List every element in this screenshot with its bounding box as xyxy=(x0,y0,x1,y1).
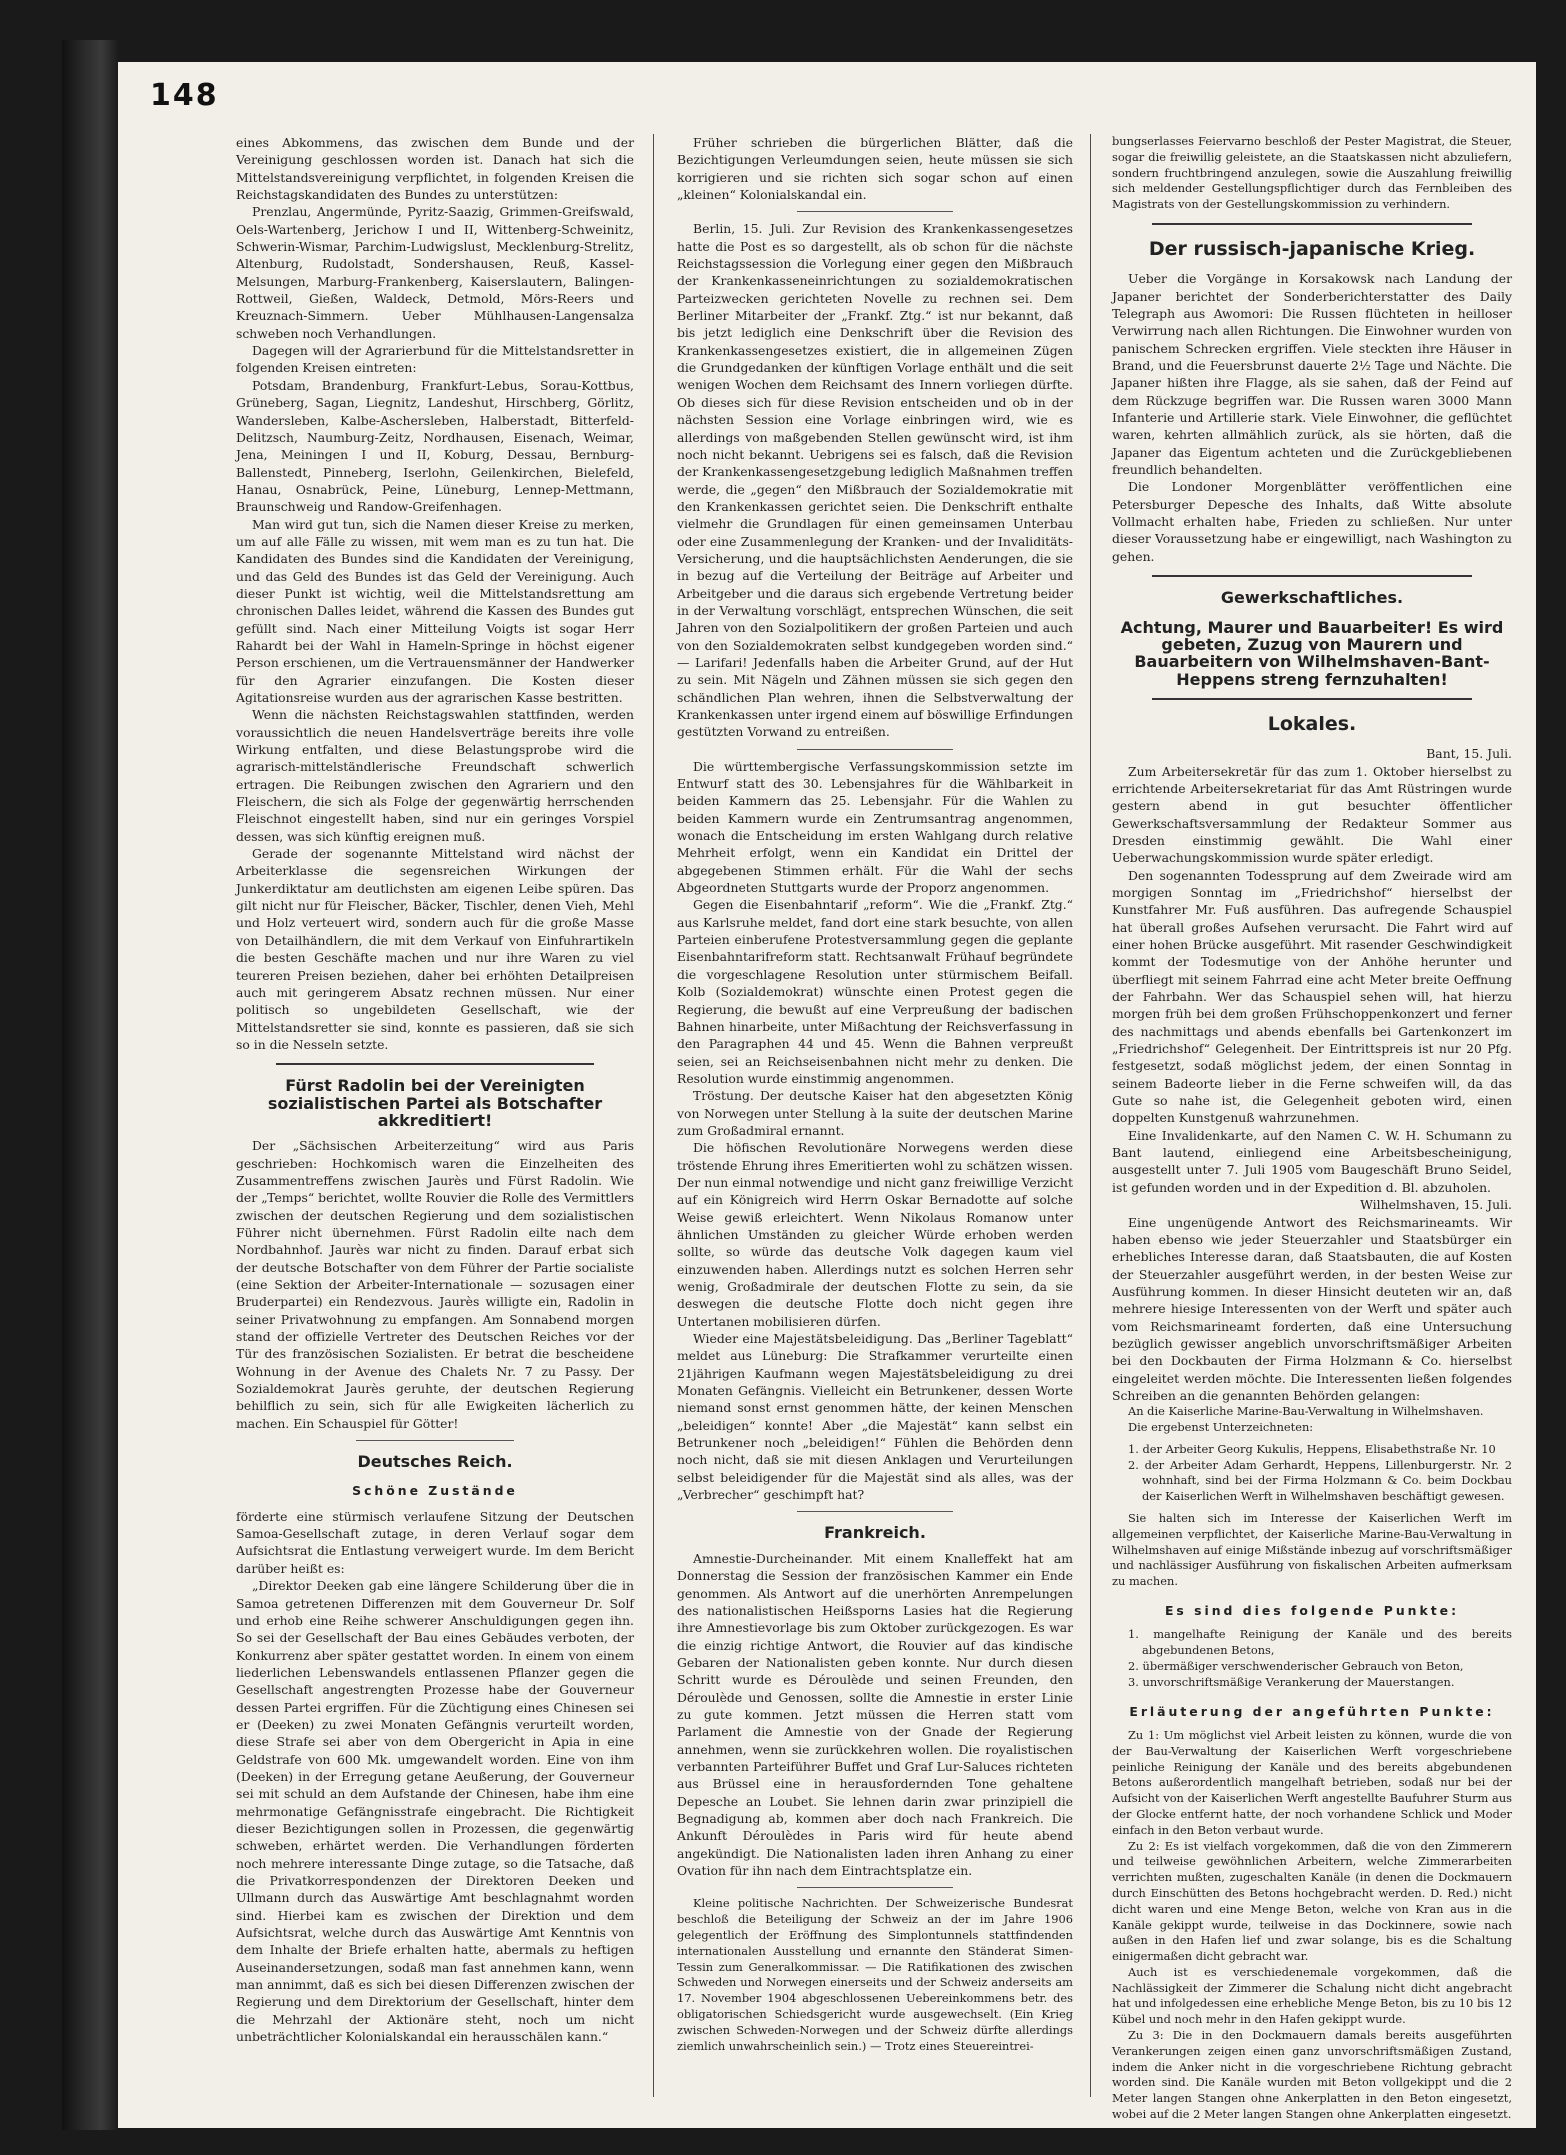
column-rule xyxy=(1090,134,1091,2097)
article-paragraph: „Direktor Deeken gab eine längere Schilderung über die in Samoa getretenen Differenzen mit dem Gouverneur Dr. Solf und erhob eine Reihe schwerer Anschuldigungen gegen ihn. So sei der Gesellschaft der Bau eines Gebäudes verboten, der Konkurrenz aber später gestattet worden. In einem von einem liederlichen Lebenswandels entlassenen Pflanzer gegen die Gesellschaft angestrengten Prozesse habe der Gouverneur dessen Partei ergriffen. Für die Züchtigung eines Chinesen sei er (Deeken) zu zwei Monaten Gefängnis verurteilt worden, diese Strafe sei aber von dem Obergericht in Apia in eine Geldstrafe von 600 Mk. umgewandelt worden. Eine von ihm (Deeken) in der Erregung getane Aeußerung, der Gouverneur sei mit schuld an dem Aufstande der Chinesen, habe ihm eine mehrmonatige Gefängnisstrafe eingebracht. Die Richtigkeit dieser Bezichtigungen sollen in Prozessen, die gegenwärtig schweben, erhärtet werden. Die Verhandlungen förderten noch mehrere interessante Dinge zutage, so die Tatsache, daß die Privatkorrespondenzen der Direktoren Deeken und Ullmann durch das Auswärtige Amt beschlagnahmt worden sind. Hierbei kam es zwischen der Direktion und dem Aufsichtsrat, welche durch das Auswärtige Amt Kenntnis von dem Inhalte der Briefe erhalten hatte, abermals zu heftigen Auseinandersetzungen, sodaß man fast annehmen kann, wenn man annimmt, daß es sich bei diesen Differenzen zwischen der Regierung und dem Direktorium der Gesellschaft, hinter dem die Mehrzahl der Aktionäre steht, noch um nicht unbeträchtlicher Kolonialskandal ein herausschälen kann.“ xyxy=(236,1578,634,2045)
article-paragraph: Wilhelmshaven, 15. Juli. xyxy=(1360,1197,1512,1213)
section-heading: Gewerkschaftliches. xyxy=(1220,588,1404,608)
section-divider xyxy=(797,1511,953,1512)
article-paragraph: Zu 1: Um möglichst viel Arbeit leisten zu können, wurde die von der Bau-Verwaltung der Kaiserlichen Werft vorgeschriebene peinliche Reinigung der Kanäle und des bereits abgebundenen Betons außerordentlich mangelhaft betrieben, sodaß nur bei der Aufsicht von der Kaiserlichen Werft angestellte Baufuhrer Sturm aus der Glocke entfernt hatte, der noch vorhandene Schlick und Moder einfach in den Beton verbaut wurde. xyxy=(1112,1727,1512,1837)
article-paragraph: Bant, 15. Juli. xyxy=(1426,746,1512,762)
article-paragraph: Gegen die Eisenbahntarif „reform“. Wie die „Frankf. Ztg.“ aus Karlsruhe meldet, fand dort eine stark besuchte, von allen Parteien einberufene Protestversammlung gegen die geplante Eisenbahntarifreform statt. Rechtsanwalt Frühauf begründete die vorgeschlagene Resolution unter stürmischem Beifall. Kolb (Sozialdemokrat) wünschte einen Protest gegen die Regierung, die bewußt auf eine Verpreußung der badischen Bahnen hinarbeite, unter Mißachtung der Reichsverfassung in den Paragraphen 44 und 45. Wenn die Bahnen verpreußt seien, sei an Reichseisenbahnen nicht mehr zu denken. Die Resolution wurde einstimmig angenommen. xyxy=(677,897,1073,1086)
list-item: 3. unvorschriftsmäßige Verankerung der Mauerstangen. xyxy=(1128,1674,1455,1689)
article-paragraph: bungserlasses Feiervarno beschloß der Pester Magistrat, die Steuer, sogar die freiwillig geleistete, an die Staatskassen nicht abzuliefern, sondern fruchtbringend anzulegen, sowie die Auszahlung freiwillig sich meldender Gestellungspflichtiger durch das Fernbleiben des Magistrats von der Gestellungskommission zu verhindern. xyxy=(1112,134,1512,212)
section-heading: Es sind dies folgende Punkte: xyxy=(1164,1603,1460,1619)
article-paragraph: Die ergebenst Unterzeichneten: xyxy=(1128,1420,1314,1435)
section-heading: Frankreich. xyxy=(824,1523,926,1543)
section-divider xyxy=(797,211,953,212)
book-binding xyxy=(62,40,118,2130)
article-paragraph: Wenn die nächsten Reichstagswahlen stattfinden, werden voraussichtlich die neuen Handelsverträge bereits ihre volle Wirkung entfalten, und diese Belastungsprobe wird die agrarisch-mittelständlerische Freundschaft schwerlich ertragen. Die Reibungen zwischen den Agrariern und den Fleischern, die sich als Folge der gegenwärtig herrschenden Fleischnot eingestellt haben, sind nur ein geringes Vorspiel dessen, was sich künftig ereignen muß. xyxy=(236,707,634,844)
article-paragraph: An die Kaiserliche Marine-Bau-Verwaltung in Wilhelmshaven. xyxy=(1128,1404,1484,1419)
article-paragraph: förderte eine stürmisch verlaufene Sitzung der Deutschen Samoa-Gesellschaft zutage, in deren Verlauf sogar dem Aufsichtsrat die Entlastung verweigert wurde. Im dem Bericht darüber heißt es: xyxy=(236,1508,634,1576)
article-paragraph: eines Abkommens, das zwischen dem Bunde und der Vereinigung geschlossen worden ist. Danach hat sich die Mittelstandsvereinigung verpflichtet, in folgenden Kreisen die Reichstagskandidaten des Bundes zu unterstützen: xyxy=(236,135,634,203)
list-item: 1. der Arbeiter Georg Kukulis, Heppens, Elisabethstraße Nr. 10 xyxy=(1128,1441,1496,1456)
section-heading: Schöne Zustände xyxy=(352,1483,518,1499)
article-paragraph: Wieder eine Majestätsbeleidigung. Das „Berliner Tageblatt“ meldet aus Lüneburg: Die Strafkammer verurteilte einen 21jährigen Kaufmann wegen Majestätsbeleidigung zu drei Monaten Gefängnis. Vielleicht ein Betrunkener, dessen Worte niemand sonst ernst genommen hätte, der keinen Menschen „beleidigen“ konnte! Aber „die Majestät“ kann selbst ein Betrunkener noch „beleidigen!“ Fühlen die Behörden denn noch nicht, daß sie mit diesen Anklagen und Verurteilungen selbst beleidigender für die Majestät sind als alles, was der „Verbrecher“ geschimpft hat? xyxy=(677,1331,1073,1503)
article-paragraph: Zu 3: Die in den Dockmauern damals bereits ausgeführten Verankerungen zeigen einen ganz unvorschriftsmäßigen Zustand, indem die Anker nicht in die vorgeschriebene Richtung gebracht worden sind. Die Kanäle wurden mit Beton vollgekippt und die 2 Meter langen Stangen ohne Ankerplatten in den Beton eingesetzt, wobei auf die 2 Meter langen Stangen ohne Ankerplatten eingesetzt. xyxy=(1112,2028,1512,2122)
column-1 xyxy=(236,134,634,2097)
section-heading: Fürst Radolin bei der Vereinigten sozialistischen Partei als Botschafter akkreditiert! xyxy=(267,1076,603,1130)
article-paragraph: Die Londoner Morgenblätter veröffentlichen eine Petersburger Depesche des Inhalts, daß Witte absolute Vollmacht erhalten habe, Frieden zu schließen. Nur unter dieser Voraussetzung habe er eingewilligt, nach Washington zu gehen. xyxy=(1112,479,1512,564)
article-paragraph: Dagegen will der Agrarierbund für die Mittelstandsretter in folgenden Kreisen eintreten: xyxy=(236,343,634,376)
article-paragraph: Zu 2: Es ist vielfach vorgekommen, daß die von den Zimmerern und teilweise gewöhnlichen Arbeitern, welche Zimmerarbeiten verrichten mußten, zugeschalten Kanäle (in denen die Dockmauern durch Einschütten des Betons hochgebracht werden. D. Red.) nicht dicht waren und eine Menge Beton, welche von Kran aus in die Kanäle gekippt wurde, teilweise in das Dockinnere, sowie nach außen in den Hafen lief und zwar solange, bis es die Schaltung einigermaßen dicht gebracht war. xyxy=(1112,1838,1512,1964)
article-paragraph: Zum Arbeitersekretär für das zum 1. Oktober hierselbst zu errichtende Arbeitersekretariat für das Amt Rüstringen wurde gestern abend in gut besuchter öffentlicher Gewerkschaftsversammlung der Redakteur Sommer aus Dresden einstimmig gewählt. Die Wahl einer Ueberwachungskommission wurde später erledigt. xyxy=(1112,763,1512,866)
list-item: 2. der Arbeiter Adam Gerhardt, Heppens, Lillenburgerstr. Nr. 2 wohnhaft, sind bei der Firma Holzmann & Co. beim Dockbau der Kaiserlichen Werft in Wilhelmshaven beschäftigt gewesen. xyxy=(1128,1457,1512,1504)
section-heading: Erläuterung der angeführten Punkte: xyxy=(1129,1703,1495,1719)
article-paragraph: Der „Sächsischen Arbeiterzeitung“ wird aus Paris geschrieben: Hochkomisch waren die Einzelheiten des Zusammentreffens zwischen Jaurès und Fürst Radolin. Wie der „Temps“ berichtet, wollte Rouvier die Rolle des Vermittlers zwischen der deutschen Regierung und dem sozialistischen Führer nicht übernehmen. Fürst Radolin eilte nach dem Nordbahnhof. Jaurès war nicht zu finden. Darauf erbat sich der deutsche Botschafter von dem Führer der Partie socialiste (eine Sektion der Arbeiter-Internationale — sozusagen einer Bruderpartei) ein Rendezvous. Jaurès willigte ein, Radolin in seiner Privatwohnung zu empfangen. Am Sonnabend morgen stand der offizielle Vertreter des Deutschen Reiches vor der Tür des französischen Sozialisten. Er betrat die bescheidene Wohnung in der Avenue des Chalets Nr. 7 zu Passy. Der Sozialdemokrat Jaurès geruhte, der deutschen Regierung behilflich zu sein, sich für alle Ewigkeiten lächerlich zu machen. Ein Schauspiel für Götter! xyxy=(236,1138,634,1431)
article-paragraph: Berlin, 15. Juli. Zur Revision des Krankenkassengesetzes hatte die Post es so dargestellt, als ob schon für die nächste Reichstagssession die Vorlegung einer gegen den Mißbrauch der Krankenkasseneinrichtungen zu sozialdemokratischen Parteizwecken gerichteten Novelle zu rechnen sei. Dem Berliner Mitarbeiter der „Frankf. Ztg.“ ist nur bekannt, daß bis jetzt lediglich eine Denkschrift über die Revision des Krankenkassengesetzes existiert, die in allgemeinen Zügen die Grundgedanken der künftigen Vorlage enthält und die seit wenigen Wochen dem Reichsamt des Innern vorliegen dürfte. Ob dieses sich für diese Revision entscheiden und ob in der nächsten Session eine Vorlage einbringen wird, wie es allerdings von maßgebenden Stellen gewünscht wird, ist ihm noch nicht bekannt. Uebrigens sei es falsch, daß die Revision der Krankenkassengesetzgebung lediglich Maßnahmen treffen werde, die „gegen“ den Mißbrauch der Sozialdemokratie mit den Krankenkassen gerichtet seien. Die Denkschrift enthalte vielmehr die Grundlagen für einen gemeinsamen Unterbau oder eine Zusammenlegung der Kranken- und der Invaliditäts-Versicherung, und die hauptsächlichsten Aenderungen, die sie in bezug auf die Verteilung der Beiträge auf Arbeiter und Arbeitgeber und die daraus sich ergebende Vertretung beider in der Verwaltung vorschlägt, entsprechen Wünschen, die seit Jahren von den Sozialpolitikern der großen Parteien und auch von den Sozialdemokraten selbst kundgegeben worden sind.“ — Larifari! Jedenfalls haben die Arbeiter Grund, auf der Hut zu sein. Mit Nägeln und Zähnen müssen sie sich gegen den schändlichen Plan wehren, ihnen die Selbstverwaltung der Krankenkassen unter irgend einem auf böswillige Erfindungen gestützten Vorwand zu entreißen. xyxy=(677,221,1073,740)
section-divider xyxy=(1152,223,1472,225)
section-heading: Der russisch-japanische Krieg. xyxy=(1148,237,1476,260)
section-divider xyxy=(797,1887,953,1888)
section-heading: Deutsches Reich. xyxy=(357,1452,513,1472)
article-paragraph: Die württembergische Verfassungskommission setzte im Entwurf statt des 30. Lebensjahres für die Wählbarkeit in beiden Kammern das 25. Lebensjahr. Für die Wahlen zu beiden Kammern wurde ein Zentrumsantrag angenommen, wonach die Entscheidung im ersten Wahlgang durch relative Mehrheit erfolgt, wenn ein Kandidat ein Drittel der abgegebenen Stimmen erhält. Für die Wahl der sechs Abgeordneten Stuttgarts wurde der Proporz angenommen. xyxy=(677,758,1073,896)
column-3 xyxy=(1112,134,1512,2122)
article-paragraph: Die höfischen Revolutionäre Norwegens werden diese tröstende Ehrung ihres Emeritierten wohl zu schätzen wissen. Der nun einmal notwendige und nicht ganz freiwillige Verzicht auf ein Königreich wird Herrn Oskar Bernadotte auf solche Weise gewiß erleichtert. Wenn Nikolaus Romanow unter ähnlichen Umständen zu gleicher Würde erhoben werden sollte, so würde das deutsche Volk dagegen kaum viel einzuwenden haben. Allerdings nutzt es solchen Herren sehr wenig, Großadmirale der deutschen Flotte zu sein, da sie deswegen die deutsche Flotte doch nicht gegen ihre Untertanen mobilisieren dürfen. xyxy=(677,1140,1073,1329)
enumerated-list xyxy=(1128,1442,1512,1505)
article-paragraph: Prenzlau, Angermünde, Pyritz-Saazig, Grimmen-Greifswald, Oels-Wartenberg, Jerichow I und II, Wittenberg-Schweinitz, Schwerin-Wismar, Parchim-Ludwigslust, Mecklenburg-Strelitz, Altenburg, Rudolstadt, Sondershausen, Reuß, Kassel-Melsungen, Marburg-Frankenberg, Kaiserslautern, Balingen-Rottweil, Gießen, Waldeck, Detmold, Mörs-Reers und Kreuznach-Simmern. Ueber Mühlhausen-Langensalza schweben noch Verhandlungen. xyxy=(236,204,634,341)
section-divider xyxy=(276,1063,594,1065)
article-paragraph: Eine Invalidenkarte, auf den Namen C. W. H. Schumann zu Bant lautend, einliegend eine Arbeitsbescheinigung, ausgestellt unter 7. Juli 1905 vom Baugeschäft Bruno Seidel, ist gefunden worden und in der Expedition d. Bl. abzuholen. xyxy=(1112,1127,1512,1195)
article-paragraph: Gerade der sogenannte Mittelstand wird nächst der Arbeiterklasse die segensreichen Wirkungen der Junkerdiktatur am deutlichsten am eigenen Leibe spüren. Das gilt nicht nur für Fleischer, Bäcker, Tischler, denen Vieh, Mehl und Holz verteuert wird, sondern auch für die große Masse von Detailhändlern, die mit dem Verkauf von Einfuhrartikeln die besten Geschäfte machen und nur ihre Waren zu viel teureren Preisen beziehen, daher bei erhöhten Detailpreisen auch mit geringerem Absatz rechnen müssen. Nur einer politisch so ungebildeten Gesellschaft, wie der Mittelstandsretter sie sind, konnte es passieren, daß sie sich so in die Nesseln setzte. xyxy=(236,846,634,1052)
article-paragraph: Kleine politische Nachrichten. Der Schweizerische Bundesrat beschloß die Beteiligung der Schweiz an der im Jahre 1906 gelegentlich der Eröffnung des Simplontunnels stattfindenden internationalen Ausstellung und ernannte den Ständerat Simen-Tessin zum Generalkommissar. — Die Ratifikationen des zwischen Schweden und Norwegen einerseits und der Schweiz anderseits am 17. November 1904 abgeschlossenen Uebereinkommens betr. des obligatorischen Schiedsgericht wurde ausgewechselt. (Ein Krieg zwischen Schweden-Norwegen und der Schweiz dürfte allerdings ziemlich unwahrscheinlich sein.) — Trotz eines Steuereintrei- xyxy=(677,1896,1073,2053)
column-rule xyxy=(653,134,654,2097)
list-item: 2. übermäßiger verschwenderischer Gebrauch von Beton, xyxy=(1128,1659,1464,1673)
article-paragraph: Sie halten sich im Interesse der Kaiserlichen Werft im allgemeinen verpflichtet, der Kaiserliche Marine-Bau-Verwaltung in Wilhelmshaven auf einige Mißstände inbezug auf vorschriftsmäßiger und nachlässiger Ausführung von fiskalischen Arbeiten aufmerksam zu machen. xyxy=(1112,1511,1512,1589)
page-number: 148 xyxy=(150,78,219,113)
article-paragraph: Früher schrieben die bürgerlichen Blätter, daß die Bezichtigungen Verleumdungen seien, heute müssen sie sich korrigieren und sie richten sich sogar schon auf einen „kleinen“ Kolonialskandal ein. xyxy=(677,135,1073,203)
article-paragraph: Tröstung. Der deutsche Kaiser hat den abgesetzten König von Norwegen unter Stellung à la suite der deutschen Marine zum Großadmiral ernannt. xyxy=(677,1088,1073,1138)
article-paragraph: Den sogenannten Todessprung auf dem Zweirade wird am morgigen Sonntag im „Friedrichshof“ hierselbst der Kunstfahrer Mr. Fuß ausführen. Das aufregende Schauspiel hat überall großes Aufsehen verursacht. Die Fahrt wird auf einer hohen Brücke ausgeführt. Mit rasender Geschwindigkeit kommt der Todesmutige von der Anhöhe herunter und überfliegt mit seinem Fahrrad eine acht Meter breite Oeffnung der Fahrbahn. Wer das Schauspiel sehen will, hat hierzu morgen früh bei dem großen Frühschoppenkonzert und ferner des nachmittags und abends ebenfalls bei Gartenkonzert im „Friedrichshof“ Gelegenheit. Der Eintrittspreis ist nur 20 Pfg. festgesetzt, sodaß möglichst jedem, der einen Sonntag in seinem Badeorte lieber in die Ferne schweifen will, da das Gute so nahe ist, die Gelegenheit geboten wird, einen doppelten Kunstgenuß wahrzunehmen. xyxy=(1112,867,1512,1126)
article-paragraph: Amnestie-Durcheinander. Mit einem Knalleffekt hat am Donnerstag die Session der französischen Kammer ein Ende genommen. Als Antwort auf die unerhörten Anrempelungen des nationalistischen Heißsporns Lasies hat die Regierung ihre Amnestievorlage bis zum Oktober zurückgezogen. Es war die einzig richtige Antwort, die Rouvier auf das kindische Gebaren der Nationalisten geben konnte. Nur durch diesen Schritt wurde es Déroulède und seinen Freunden, den Déroulède und Genossen, sollte die Amnestie in erster Linie zu gute kommen. Jetzt müssen die Herren statt vom Parlament die Amnestie von der Gnade der Regierung annehmen, wenn sie zurückkehren wollen. Die royalistischen verbannten Parteiführer Buffet und Graf Lur-Saluces richteten aus Brüssel eine in herausfordernden Tone gehaltene Depesche an Loubet. Sie lehnen darin zwar prinzipiell die Begnadigung ab, kommen aber doch nach Frankreich. Die Ankunft Déroulèdes in Paris wird für heute abend angekündigt. Die Nationalisten laden ihren Anhang zu einer Ovation für ihn nach dem Eintrachtsplatze ein. xyxy=(677,1550,1073,1878)
section-heading: Lokales. xyxy=(1267,712,1357,735)
column-2 xyxy=(677,134,1073,2097)
article-paragraph: Man wird gut tun, sich die Namen dieser Kreise zu merken, um auf alle Fälle zu wissen, mit wem man es zu tun hat. Die Kandidaten des Bundes sind die Kandidaten der Vereinigung, und das Geld des Bundes ist das Geld der Vereinigung. Auch dieser Punkt ist wichtig, weil die Mittelstandsrettung am chronischen Dalles leidet, während die Kassen des Bundes gut gefüllt sind. Nach einer Mitteilung Voigts ist sogar Herr Rahardt bei der Wahl in Hameln-Springe in höchst eigener Person erschienen, um die Vertrauensmänner der Handwerker für den Agrarier einzufangen. Die Kosten dieser Agitationsreise wurden aus der agrarischen Kasse bestritten. xyxy=(236,516,634,705)
section-divider xyxy=(1152,698,1472,700)
section-divider xyxy=(1152,575,1472,577)
enumerated-list xyxy=(1128,1627,1512,1690)
article-paragraph: Ueber die Vorgänge in Korsakowsk nach Landung der Japaner berichtet der Sonderberichterstatter des Daily Telegraph aus Awomori: Die Russen flüchteten in heilloser Verwirrung nach allen Richtungen. Die Einwohner wurden von panischem Schrecken ergriffen. Viele steckten ihre Häuser in Brand, und die Feuersbrunst dauerte 2½ Tage und Nächte. Die Japaner hißten ihre Flagge, als sie sahen, daß der Feind auf dem Rückzuge begriffen war. Die Russen waren 3000 Mann Infanterie und Artillerie stark. Viele Einwohner, die geflüchtet waren, kehrten allmählich zurück, als sie hörten, daß die Japaner das Eigentum achteten und die Zurückgebliebenen freundlich behandelten. xyxy=(1112,271,1512,478)
article-paragraph: Auch ist es verschiedenemale vorgekommen, daß die Nachlässigkeit der Zimmerer die Schalung nicht dicht angebracht hat und infolgedessen eine erhebliche Menge Beton, bis zu 10 bis 12 Kübel und noch mehr in den Hafen gekippt wurde. xyxy=(1112,1964,1512,2027)
section-divider xyxy=(356,1440,514,1441)
list-item: 1. mangelhafte Reinigung der Kanäle und des bereits abgebundenen Betons, xyxy=(1128,1627,1512,1658)
section-heading: Achtung, Maurer und Bauarbeiter! Es wird gebeten, Zuzug von Maurern und Bauarbeitern von Wilhelmshaven-Bant-Heppens streng fernzuhalten! xyxy=(1120,617,1504,689)
section-divider xyxy=(797,749,953,750)
article-paragraph: Potsdam, Brandenburg, Frankfurt-Lebus, Sorau-Kottbus, Grüneberg, Sagan, Liegnitz, Landeshut, Hirschberg, Görlitz, Wandersleben, Kalbe-Aschersleben, Halberstadt, Bitterfeld-Delitzsch, Naumburg-Zeitz, Nordhausen, Eisenach, Weimar, Jena, Meiningen I und II, Koburg, Dessau, Bernburg-Ballenstedt, Pinneberg, Iserlohn, Geilenkirchen, Bielefeld, Hanau, Osnabrück, Peine, Lüneburg, Lennep-Mettmann, Braunschweig und Randow-Greifenhagen. xyxy=(236,377,634,515)
article-paragraph: Eine ungenügende Antwort des Reichsmarineamts. Wir haben ebenso wie jeder Steuerzahler und Staatsbürger ein erhebliches Interesse daran, daß Staatsbauten, die auf Kosten der Steuerzahler ausgeführt werden, in der besten Weise zur Ausführung kommen. In dieser Hinsicht deuteten wir an, daß mehrere hiesige Interessenten von der Werft und später auch vom Reichsmarineamt forderten, daß eine Untersuchung bezüglich gewisser angeblich unvorschriftsmäßiger Arbeiten bei den Dockbauten der Firma Holzmann & Co. hierselbst eingeleitet werden möchte. Die Interessenten ließen folgendes Schreiben an die genannten Behörden gelangen: xyxy=(1112,1214,1512,1403)
